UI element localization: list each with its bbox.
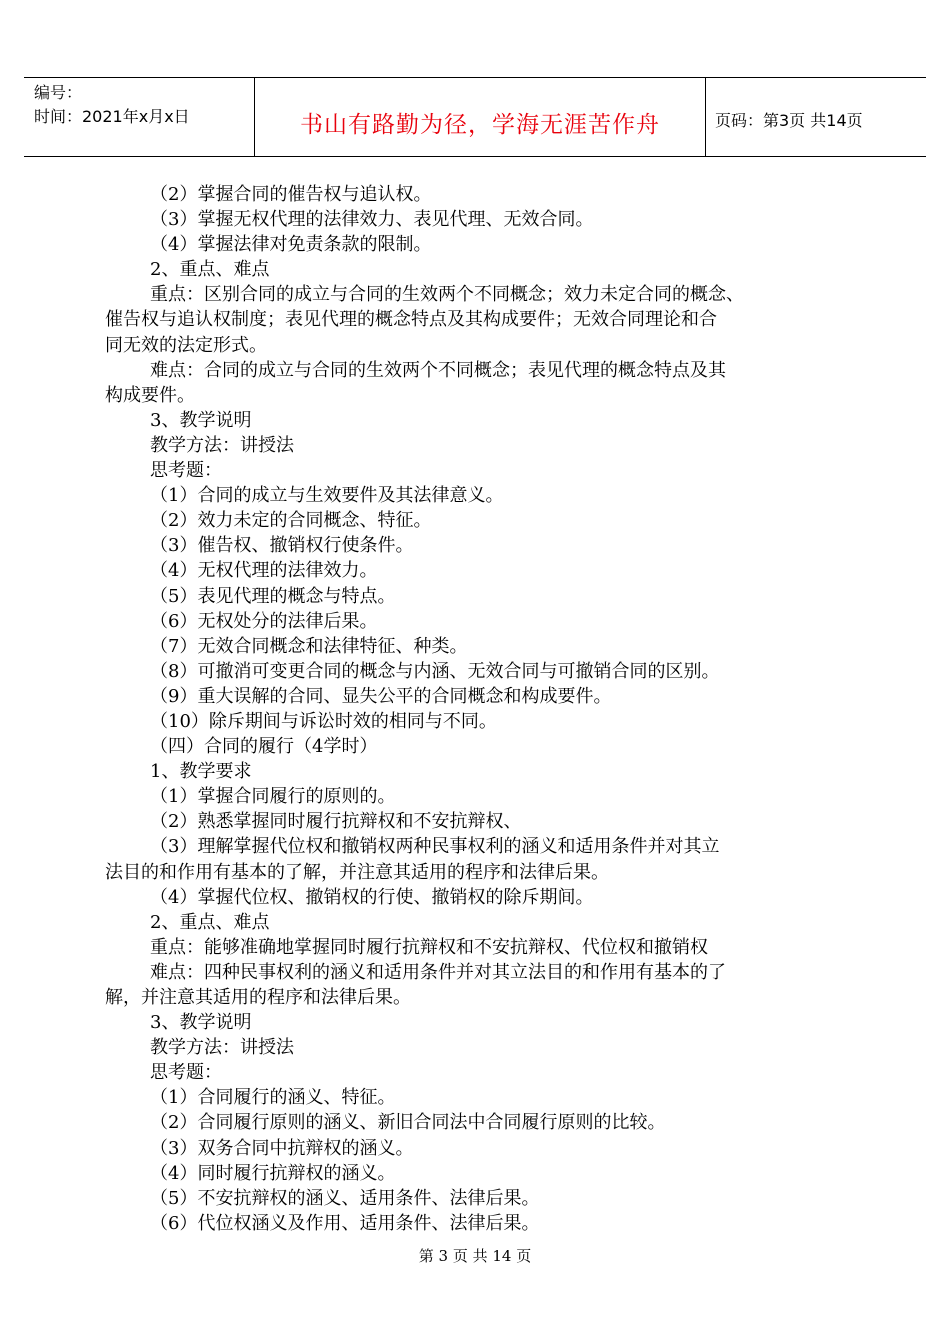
text-line: 教学方法：讲授法 [150, 1037, 294, 1059]
text-line: 重点：能够准确地掌握同时履行抗辩权和不安抗辩权、代位权和撤销权 [150, 936, 708, 958]
time-label: 时间：2021年x月x日 [34, 107, 190, 126]
section-heading: 3、教学说明 [150, 1012, 252, 1034]
list-item: （1）合同履行的涵义、特征。 [150, 1087, 396, 1109]
text-line: 教学方法：讲授法 [150, 434, 294, 456]
document-header [24, 77, 926, 157]
text-line: （3）掌握无权代理的法律效力、表见代理、无效合同。 [150, 209, 594, 231]
section-heading: 2、重点、难点 [150, 259, 270, 281]
number-label: 编号： [34, 83, 83, 102]
text-line: 难点：合同的成立与合同的生效两个不同概念；表见代理的概念特点及其 [150, 359, 726, 381]
list-item: （2）合同履行原则的涵义、新旧合同法中合同履行原则的比较。 [150, 1112, 666, 1134]
list-item: （4）无权代理的法律效力。 [150, 560, 378, 582]
text-line: 思考题： [150, 460, 222, 482]
list-item: （4）同时履行抗辩权的涵义。 [150, 1162, 396, 1184]
list-item: （8）可撤消可变更合同的概念与内涵、无效合同与可撤销合同的区别。 [150, 660, 720, 682]
text-line: 思考题： [150, 1062, 222, 1084]
section-heading: 2、重点、难点 [150, 911, 270, 933]
text-line: 难点：四种民事权利的涵义和适用条件并对其立法目的和作用有基本的了 [150, 961, 726, 983]
section-heading: 3、教学说明 [150, 409, 252, 431]
list-item: （10）除斥期间与诉讼时效的相同与不同。 [150, 710, 497, 732]
text-line: 构成要件。 [105, 384, 195, 406]
text-line: 法目的和作用有基本的了解，并注意其适用的程序和法律后果。 [105, 861, 609, 883]
list-item: （3）催告权、撤销权行使条件。 [150, 535, 414, 557]
list-item: （6）无权处分的法律后果。 [150, 610, 378, 632]
list-item: （5）表见代理的概念与特点。 [150, 585, 396, 607]
text-line: 重点：区别合同的成立与合同的生效两个不同概念；效力未定合同的概念、 [150, 284, 744, 306]
text-line: （4）掌握法律对免责条款的限制。 [150, 234, 432, 256]
list-item: （7）无效合同概念和法律特征、种类。 [150, 635, 468, 657]
list-item: （5）不安抗辩权的涵义、适用条件、法律后果。 [150, 1187, 540, 1209]
section-heading: （四）合同的履行（4学时） [150, 736, 378, 758]
header-right-cell [705, 78, 926, 156]
text-line: （2）掌握合同的催告权与追认权。 [150, 184, 432, 205]
list-item: （6）代位权涵义及作用、适用条件、法律后果。 [150, 1212, 540, 1234]
list-item: （3）理解掌握代位权和撤销权两种民事权利的涵义和适用条件并对其立 [150, 836, 720, 858]
motto-text: 书山有路勤为径，学海无涯苦作舟 [300, 112, 660, 138]
page-info: 页码：第3页 共14页 [715, 111, 863, 130]
list-item: （9）重大误解的合同、显失公平的合同概念和构成要件。 [150, 685, 612, 707]
text-line: 催告权与追认权制度；表见代理的概念特点及其构成要件；无效合同理论和合 [105, 309, 717, 331]
list-item: （3）双务合同中抗辩权的涵义。 [150, 1137, 414, 1159]
page-footer: 第 3 页 共 14 页 [418, 1247, 532, 1265]
list-item: （2）熟悉掌握同时履行抗辩权和不安抗辩权、 [150, 811, 522, 833]
list-item: （4）掌握代位权、撤销权的行使、撤销权的除斥期间。 [150, 886, 594, 908]
list-item: （1）掌握合同履行的原则的。 [150, 786, 396, 808]
header-middle-cell [254, 78, 706, 156]
text-line: 解，并注意其适用的程序和法律后果。 [105, 987, 411, 1008]
text-line: 同无效的法定形式。 [105, 334, 267, 356]
list-item: （1）合同的成立与生效要件及其法律意义。 [150, 485, 504, 507]
header-left-cell [24, 78, 254, 156]
list-item: （2）效力未定的合同概念、特征。 [150, 510, 432, 532]
document-body [105, 182, 865, 1236]
section-heading: 1、教学要求 [150, 761, 252, 783]
